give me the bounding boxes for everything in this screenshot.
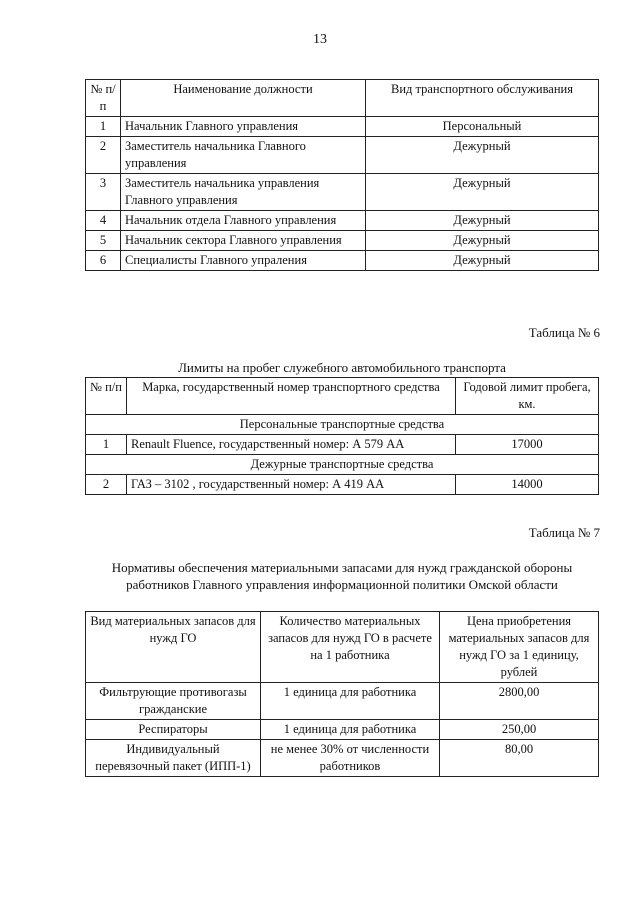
row-position: Специалисты Главного упраления [121, 251, 366, 271]
row-quantity: 1 единица для работника [261, 720, 440, 740]
row-quantity: не менее 30% от численности работников [261, 740, 440, 777]
table-row [86, 720, 599, 740]
table7-label: Таблица № 7 [528, 525, 600, 540]
table-header-row [86, 80, 599, 117]
header-num: № п/п [86, 378, 127, 415]
section-personal: Персональные транспортные средства [86, 415, 599, 435]
row-price: 250,00 [440, 720, 599, 740]
row-num: 5 [86, 231, 121, 251]
row-num: 1 [86, 435, 127, 455]
header-position: Наименование должности [121, 80, 366, 117]
mileage-limits-table [85, 377, 599, 495]
table-row [86, 137, 599, 174]
section-duty: Дежурные транспортные средства [86, 455, 599, 475]
table-header-row [86, 378, 599, 415]
header-annual-limit: Годовой лимит пробега, км. [456, 378, 599, 415]
table6-label: Таблица № 6 [528, 325, 600, 340]
header-service-type: Вид транспортного обслуживания [366, 80, 599, 117]
header-num: № п/п [86, 80, 121, 117]
row-num: 3 [86, 174, 121, 211]
section-row [86, 415, 599, 435]
row-position: Начальник отдела Главного управления [121, 211, 366, 231]
row-annual-limit: 17000 [456, 435, 599, 455]
civil-defense-supplies-table [85, 611, 599, 777]
page-number: 13 [313, 32, 327, 47]
table-row [86, 475, 599, 495]
row-supply-type: Фильтрующие противогазы гражданские [86, 683, 261, 720]
row-position: Начальник Главного управления [121, 117, 366, 137]
table-row [86, 435, 599, 455]
table-row [86, 174, 599, 211]
row-service-type: Дежурный [366, 251, 599, 271]
row-num: 4 [86, 211, 121, 231]
table-row [86, 251, 599, 271]
row-price: 80,00 [440, 740, 599, 777]
row-position: Заместитель начальника Главного управления [121, 137, 366, 174]
positions-transport-table [85, 79, 599, 271]
row-supply-type: Респираторы [86, 720, 261, 740]
row-quantity: 1 единица для работника [261, 683, 440, 720]
row-service-type: Персональный [366, 117, 599, 137]
table-row [86, 117, 599, 137]
row-num: 2 [86, 475, 127, 495]
header-vehicle: Марка, государственный номер транспортного средства [127, 378, 456, 415]
row-service-type: Дежурный [366, 137, 599, 174]
row-service-type: Дежурный [366, 211, 599, 231]
row-service-type: Дежурный [366, 231, 599, 251]
table6-title: Лимиты на пробег служебного автомобильного транспорта [178, 360, 506, 375]
row-num: 2 [86, 137, 121, 174]
row-service-type: Дежурный [366, 174, 599, 211]
table-header-row [86, 612, 599, 683]
section-row [86, 455, 599, 475]
table-row [86, 683, 599, 720]
row-vehicle: Renault Fluence, государственный номер: А 579 АА [127, 435, 456, 455]
row-supply-type: Индивидуальный перевязочный пакет (ИПП-1) [86, 740, 261, 777]
header-supply-type: Вид материальных запасов для нужд ГО [86, 612, 261, 683]
row-vehicle: ГАЗ – 3102 , государственный номер: А 419 АА [127, 475, 456, 495]
header-price: Цена приобретения материальных запасов для нужд ГО за 1 единицу, рублей [440, 612, 599, 683]
table-row [86, 231, 599, 251]
row-num: 1 [86, 117, 121, 137]
row-annual-limit: 14000 [456, 475, 599, 495]
table-row [86, 211, 599, 231]
row-position: Начальник сектора Главного управления [121, 231, 366, 251]
row-position: Заместитель начальника управления Главного управления [121, 174, 366, 211]
table7-title: Нормативы обеспечения материальными запасами для нужд гражданской обороны работников Главного управления информационной политики Омской области [111, 560, 573, 592]
row-num: 6 [86, 251, 121, 271]
row-price: 2800,00 [440, 683, 599, 720]
table-row [86, 740, 599, 777]
header-quantity: Количество материальных запасов для нужд ГО в расчете на 1 работника [261, 612, 440, 683]
